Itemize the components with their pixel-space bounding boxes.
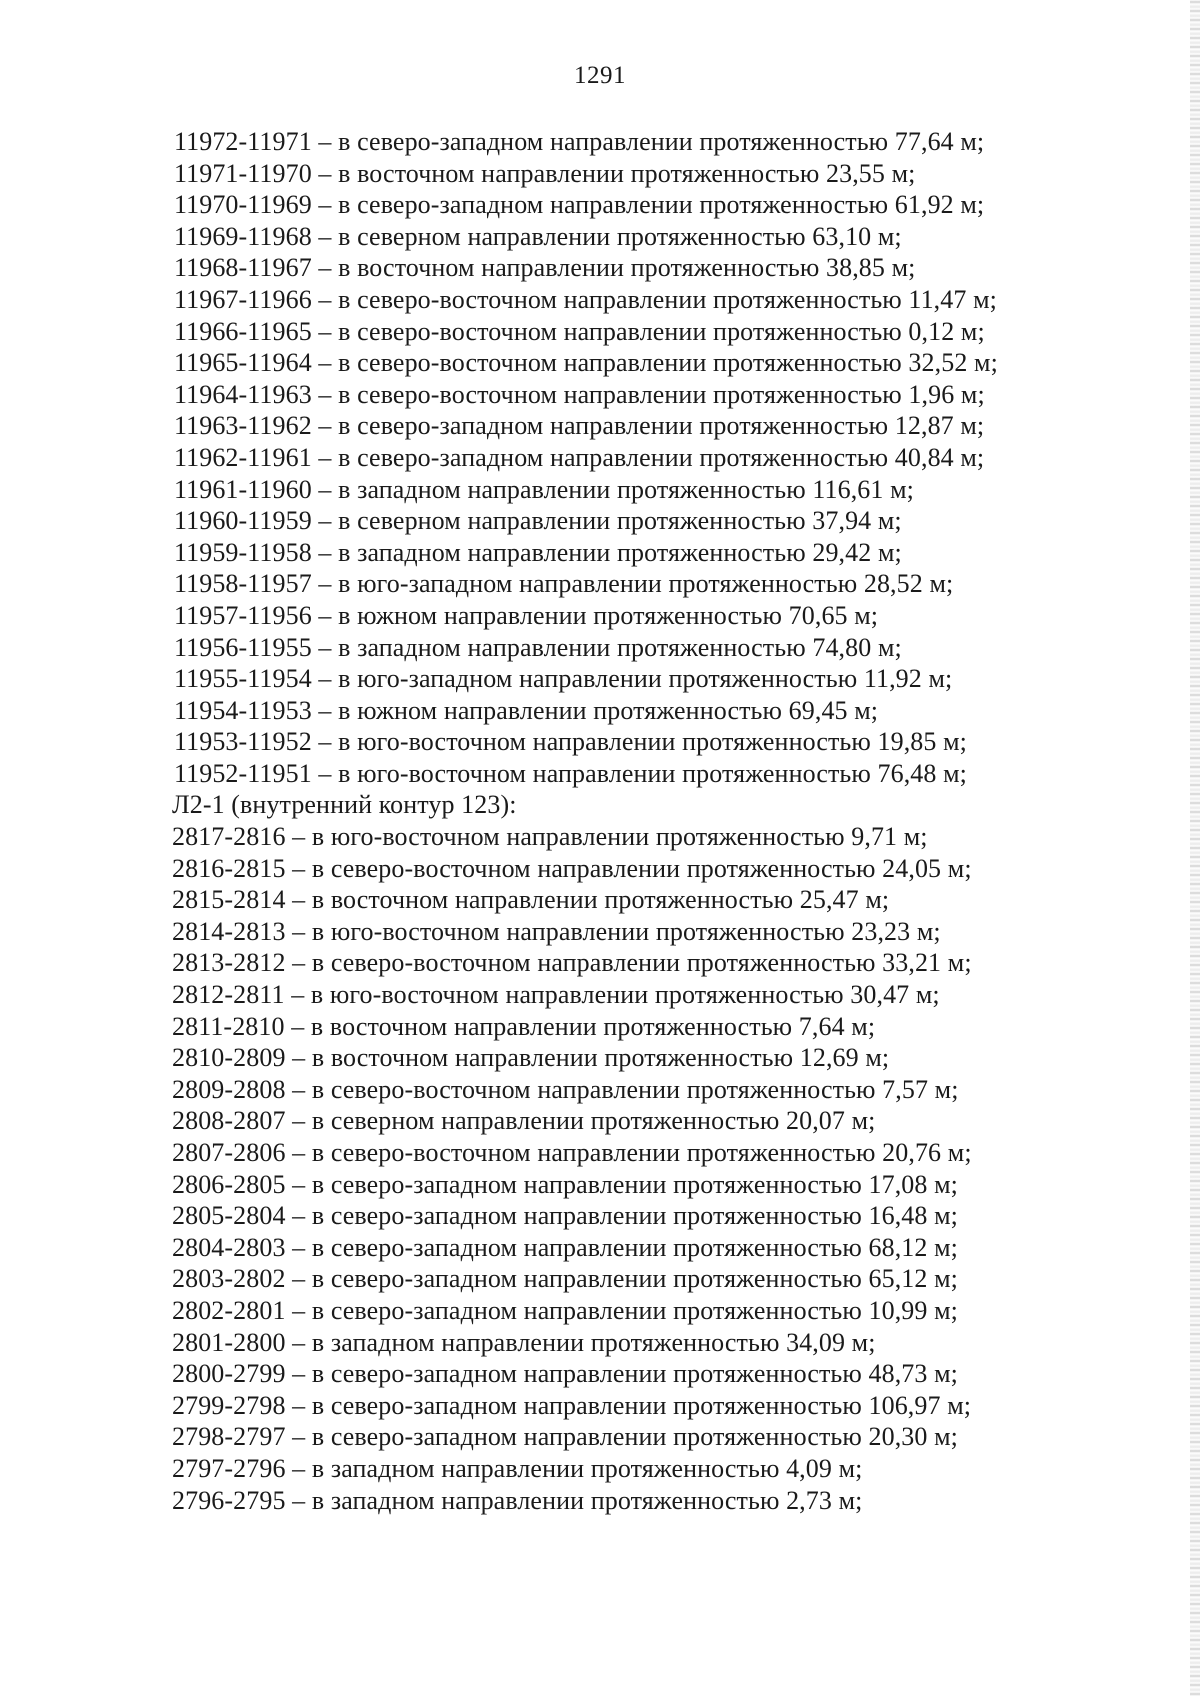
boundary-line: 2809-2808 – в северо-восточном направлении протяженностью 7,57 м; bbox=[172, 1074, 959, 1104]
boundary-line: 2807-2806 – в северо-восточном направлении протяженностью 20,76 м; bbox=[172, 1138, 972, 1167]
boundary-line: 2813-2812 – в северо-восточном направлении протяженностью 33,21 м; bbox=[172, 948, 972, 978]
boundary-line: 2811-2810 – в восточном направлении протяженностью 7,64 м; bbox=[172, 1011, 876, 1041]
boundary-line: 11962-11961 – в северо-западном направлении протяженностью 40,84 м; bbox=[174, 442, 985, 472]
boundary-line: 11966-11965 – в северо-восточном направлении протяженностью 0,12 м; bbox=[174, 316, 985, 346]
boundary-line: 11971-11970 – в восточном направлении протяженностью 23,55 м; bbox=[174, 158, 916, 188]
boundary-line: 2805-2804 – в северо-западном направлении протяженностью 16,48 м; bbox=[172, 1201, 958, 1231]
boundary-line: 11969-11968 – в северном направлении протяженностью 63,10 м; bbox=[174, 221, 902, 251]
boundary-line: 11963-11962 – в северо-западном направлении протяженностью 12,87 м; bbox=[174, 411, 985, 441]
boundary-line: 11961-11960 – в западном направлении протяженностью 116,61 м; bbox=[174, 474, 914, 504]
boundary-line: 2797-2796 – в западном направлении протяженностью 4,09 м; bbox=[172, 1453, 863, 1483]
boundary-line: 11957-11956 – в южном направлении протяженностью 70,65 м; bbox=[174, 600, 879, 630]
boundary-line: 2814-2813 – в юго-восточном направлении протяженностью 23,23 м; bbox=[172, 916, 941, 946]
boundary-line: 2799-2798 – в северо-западном направлении протяженностью 106,97 м; bbox=[172, 1390, 972, 1420]
section-heading: Л2-1 (внутренний контур 123): bbox=[172, 790, 517, 820]
boundary-line: 11956-11955 – в западном направлении протяженностью 74,80 м; bbox=[174, 632, 902, 662]
boundary-line: 2816-2815 – в северо-восточном направлении протяженностью 24,05 м; bbox=[172, 853, 972, 883]
boundary-line: 11960-11959 – в северном направлении протяженностью 37,94 м; bbox=[174, 506, 902, 536]
boundary-line: 2800-2799 – в северо-западном направлении протяженностью 48,73 м; bbox=[172, 1359, 958, 1389]
boundary-line: 2815-2814 – в восточном направлении протяженностью 25,47 м; bbox=[172, 885, 890, 915]
boundary-line: 2801-2800 – в западном направлении протяженностью 34,09 м; bbox=[172, 1327, 876, 1357]
boundary-line: 2812-2811 – в юго-восточном направлении протяженностью 30,47 м; bbox=[172, 980, 940, 1010]
boundary-line: 11953-11952 – в юго-восточном направлении протяженностью 19,85 м; bbox=[174, 727, 967, 757]
boundary-description-list bbox=[174, 126, 1094, 1516]
boundary-line: 2806-2805 – в северо-западном направлении протяженностью 17,08 м; bbox=[172, 1169, 958, 1199]
boundary-line: 11970-11969 – в северо-западном направлении протяженностью 61,92 м; bbox=[174, 190, 985, 220]
boundary-line: 11958-11957 – в юго-западном направлении протяженностью 28,52 м; bbox=[174, 569, 954, 599]
boundary-line: 2804-2803 – в северо-западном направлении протяженностью 68,12 м; bbox=[172, 1232, 958, 1262]
boundary-line: 11952-11951 – в юго-восточном направлении протяженностью 76,48 м; bbox=[174, 758, 967, 788]
boundary-line: 2817-2816 – в юго-восточном направлении протяженностью 9,71 м; bbox=[172, 822, 928, 852]
boundary-line: 11972-11971 – в северо-западном направлении протяженностью 77,64 м; bbox=[174, 127, 985, 156]
boundary-line: 2808-2807 – в северном направлении протяженностью 20,07 м; bbox=[172, 1106, 876, 1136]
boundary-line: 2803-2802 – в северо-западном направлении протяженностью 65,12 м; bbox=[172, 1264, 958, 1294]
boundary-line: 2810-2809 – в восточном направлении протяженностью 12,69 м; bbox=[172, 1043, 890, 1073]
boundary-line: 2798-2797 – в северо-западном направлении протяженностью 20,30 м; bbox=[172, 1422, 958, 1452]
boundary-line: 2802-2801 – в северо-западном направлении протяженностью 10,99 м; bbox=[172, 1295, 958, 1325]
boundary-line: 11965-11964 – в северо-восточном направлении протяженностью 32,52 м; bbox=[174, 348, 998, 378]
scan-edge-artifact bbox=[1190, 0, 1200, 1696]
boundary-line: 11954-11953 – в южном направлении протяженностью 69,45 м; bbox=[174, 695, 879, 725]
page-number: 1291 bbox=[574, 62, 626, 89]
boundary-line: 2796-2795 – в западном направлении протяженностью 2,73 м; bbox=[172, 1485, 863, 1515]
boundary-line: 11968-11967 – в восточном направлении протяженностью 38,85 м; bbox=[174, 253, 916, 283]
boundary-line: 11967-11966 – в северо-восточном направлении протяженностью 11,47 м; bbox=[174, 284, 997, 314]
boundary-line: 11964-11963 – в северо-восточном направлении протяженностью 1,96 м; bbox=[174, 379, 985, 409]
boundary-line: 11959-11958 – в западном направлении протяженностью 29,42 м; bbox=[174, 537, 902, 567]
boundary-line: 11955-11954 – в юго-западном направлении протяженностью 11,92 м; bbox=[174, 664, 953, 694]
